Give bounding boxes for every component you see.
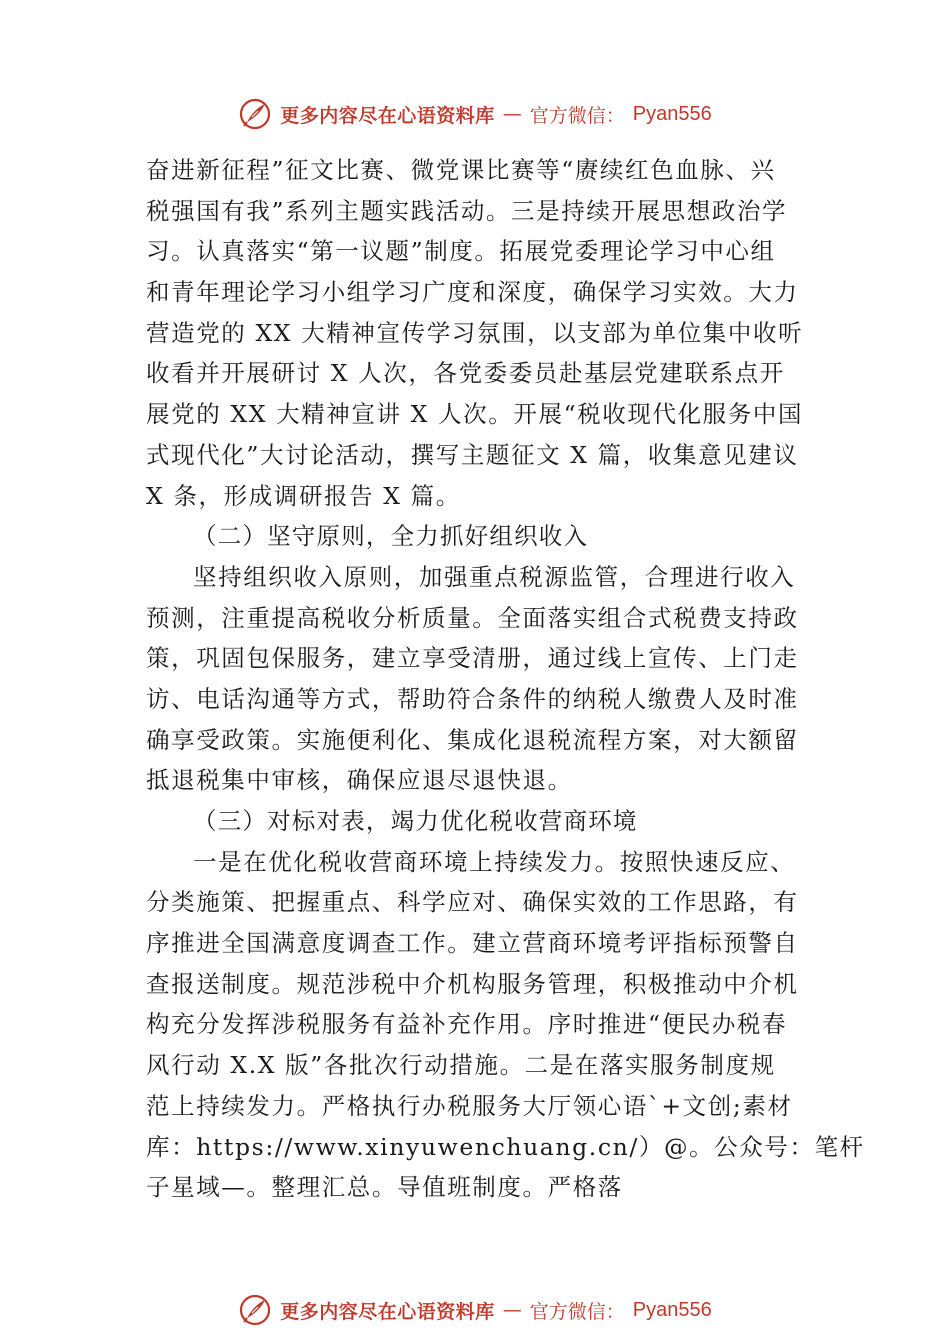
body-line: 式现代化”大讨论活动，撰写主题征文 X 篇，收集意见建议	[146, 440, 799, 469]
body-line: 一是在优化税收营商环境上持续发力。按照快速反应、	[193, 847, 796, 876]
body-line: 展党的 XX 大精神宣讲 X 人次。开展“税收现代化服务中国	[146, 400, 804, 429]
watermark-wechat-id: Pyan556	[632, 102, 712, 125]
body-line: 奋进新征程”征文比赛、微党课比赛等“赓续红色血脉、兴	[146, 156, 776, 184]
body-line: 确享受政策。实施便利化、集成化退税流程方案，对大额留	[146, 725, 799, 754]
body-line: 策，巩固包保服务，建立享受清册，通过线上宣传、上门走	[146, 644, 799, 673]
body-line: 风行动 X.X 版”各批次行动措施。二是在落实服务制度规	[146, 1051, 776, 1080]
watermark-wechat-label: 官方微信：	[529, 1300, 625, 1323]
body-line: 库：https://www.xinyuwenchuang.cn/）@。公众号：笔杆	[146, 1132, 865, 1161]
body-line: 分类施策、把握重点、科学应对、确保实效的工作思路，有	[146, 888, 799, 917]
body-line: 收看并开展研讨 X 人次，各党委委员赴基层党建联系点开	[146, 359, 785, 388]
feather-pen-logo-icon	[238, 1293, 272, 1327]
watermark-dash: —	[502, 103, 522, 125]
body-line: 营造党的 XX 大精神宣传学习氛围，以支部为单位集中收听	[146, 318, 804, 347]
section-heading: （三）对标对表，竭力优化税收营商环境	[193, 807, 638, 835]
watermark-wechat-label: 官方微信：	[529, 104, 625, 127]
body-line: 坚持组织收入原则，加强重点税源监管，合理进行收入	[193, 562, 796, 591]
body-line: 和青年理论学习小组学习广度和深度，确保学习实效。大力	[146, 278, 799, 307]
body-line: 习。认真落实“第一议题”制度。拓展党委理论学习中心组	[146, 237, 776, 266]
body-line: 抵退税集中审核，确保应退尽退快退。	[146, 766, 573, 795]
section-heading: （二）坚守原则，全力抓好组织收入	[193, 522, 589, 551]
body-line: 子星域—。整理汇总。导值班制度。严格落	[146, 1173, 623, 1202]
feather-pen-logo-icon	[238, 97, 272, 131]
body-line: 构充分发挥涉税服务有益补充作用。序时推进“便民办税春	[146, 1010, 788, 1039]
watermark-text: 更多内容尽在心语资料库	[280, 104, 495, 127]
body-line: 预测，注重提高税收分析质量。全面落实组合式税费支持政	[146, 603, 799, 632]
header-watermark	[0, 94, 950, 134]
document-body	[146, 150, 865, 1208]
body-line: 范上持续发力。严格执行办税服务大厅领心语`+文创;素材	[146, 1091, 793, 1120]
footer-watermark	[0, 1290, 950, 1330]
watermark-text: 更多内容尽在心语资料库	[280, 1300, 495, 1323]
watermark-wechat-id: Pyan556	[632, 1298, 712, 1321]
body-line: 查报送制度。规范涉税中介机构服务管理，积极推动中介机	[146, 969, 799, 998]
body-line: 访、电话沟通等方式，帮助符合条件的纳税人缴费人及时准	[146, 684, 799, 713]
body-line: X 条，形成调研报告 X 篇。	[146, 481, 461, 510]
body-line: 序推进全国满意度调查工作。建立营商环境考评指标预警自	[146, 929, 799, 958]
watermark-dash: —	[502, 1299, 522, 1321]
body-line: 税强国有我”系列主题实践活动。三是持续开展思想政治学	[146, 196, 788, 225]
